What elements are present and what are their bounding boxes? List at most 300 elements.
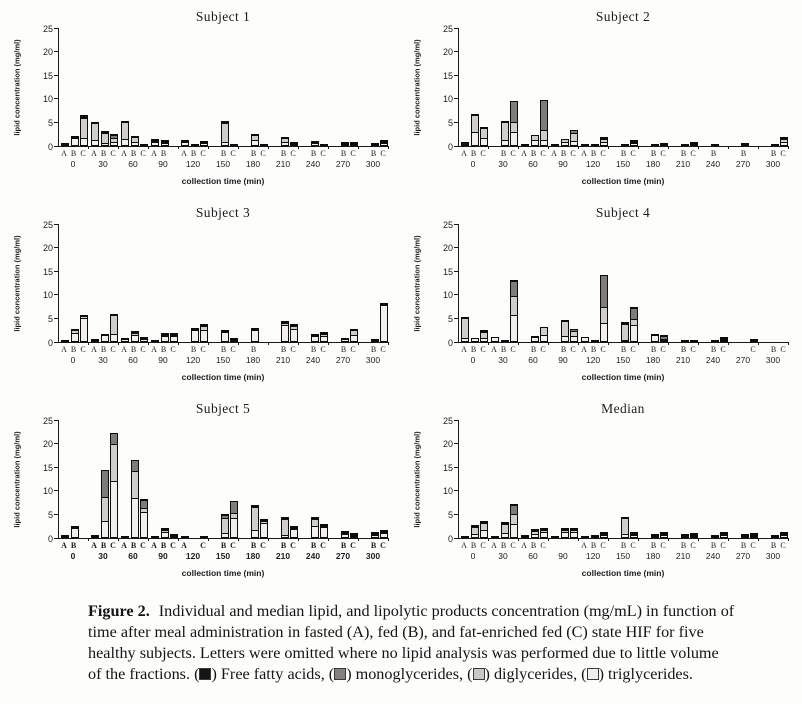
condition-letter: B — [130, 149, 137, 158]
y-axis-label-text: lipid concentration (mg/ml) — [412, 38, 422, 136]
stacked-bar — [461, 142, 469, 146]
time-label: 120 — [185, 159, 201, 169]
y-tick-label: 20 — [42, 47, 53, 58]
y-tick — [454, 294, 458, 295]
y-tick — [54, 224, 58, 225]
x-tick — [238, 342, 239, 345]
stacked-bar — [371, 532, 379, 538]
stacked-bar — [91, 339, 99, 342]
x-tick — [788, 342, 789, 345]
y-tick — [54, 467, 58, 468]
bar-segment-triglycerides — [521, 536, 529, 538]
subplot-median — [406, 396, 798, 590]
time-label: 120 — [185, 355, 201, 365]
bar-segment-triglycerides — [720, 535, 728, 538]
time-label: 0 — [470, 355, 476, 365]
stacked-bar — [501, 121, 509, 146]
bar-segment-triglycerides — [121, 339, 129, 342]
condition-letter: B — [250, 345, 257, 354]
x-tick — [698, 146, 699, 149]
stacked-bar — [581, 337, 589, 342]
x-tick — [178, 146, 179, 149]
stacked-bar — [501, 522, 509, 538]
bar-segment-triglycerides — [140, 339, 148, 342]
condition-letter: A — [151, 541, 157, 550]
x-tick — [298, 146, 299, 149]
time-label: 210 — [675, 355, 691, 365]
condition-letter: B — [710, 541, 717, 550]
y-tick-label: 20 — [42, 439, 53, 450]
condition-letter: A — [181, 149, 187, 158]
bar-segment-triglycerides — [371, 144, 379, 146]
bar-segment-triglycerides — [651, 536, 659, 538]
stacked-bar — [491, 536, 499, 538]
x-tick — [548, 146, 549, 149]
condition-letter: C — [660, 541, 666, 550]
x-tick — [578, 538, 579, 541]
condition-letter: A — [61, 149, 67, 158]
condition-letter: C — [750, 541, 756, 550]
bar-segment-triglycerides — [290, 144, 298, 146]
chart-title: Subject 2 — [595, 9, 651, 24]
stacked-bar — [510, 504, 518, 538]
x-tick — [358, 342, 359, 345]
bar-segment-diglycerides — [600, 307, 608, 324]
bar-segment-triglycerides — [230, 518, 238, 538]
bar-segment-triglycerides — [630, 325, 638, 342]
stacked-bar — [170, 534, 178, 538]
bar-segment-triglycerides — [110, 334, 118, 342]
y-tick-label: 5 — [47, 509, 53, 520]
y-axis-label — [410, 224, 424, 342]
time-label: 120 — [585, 159, 601, 169]
x-tick — [118, 538, 119, 541]
condition-letter: B — [710, 149, 717, 158]
bar-segment-triglycerides — [600, 323, 608, 342]
bar-segment-triglycerides — [140, 512, 148, 538]
stacked-bar — [281, 321, 289, 342]
bar-segment-triglycerides — [531, 534, 539, 538]
stacked-bar — [320, 524, 328, 538]
bar-segment-diglycerides — [471, 115, 479, 133]
bar-segment-triglycerides — [91, 340, 99, 342]
stacked-bar — [230, 144, 238, 146]
stacked-bar — [720, 337, 728, 342]
stacked-bar — [110, 314, 118, 342]
x-tick — [488, 538, 489, 541]
time-label: 90 — [158, 355, 168, 365]
x-axis-label: collection time (min) — [581, 372, 665, 382]
stacked-bar — [750, 533, 758, 538]
condition-letter: C — [80, 345, 86, 354]
condition-letter: B — [650, 541, 657, 550]
condition-letter: A — [151, 345, 157, 354]
plot-area — [458, 224, 789, 343]
stacked-bar — [581, 144, 589, 146]
condition-letter: C — [480, 541, 486, 550]
y-axis-label — [410, 28, 424, 146]
bar-segment-triglycerides — [230, 340, 238, 342]
bar-segment-free_fatty_acids — [260, 144, 268, 146]
bar-segment-triglycerides — [91, 140, 99, 146]
condition-letter: C — [690, 345, 696, 354]
time-label: 300 — [365, 355, 381, 365]
condition-letter: C — [660, 345, 666, 354]
stacked-bar — [110, 134, 118, 146]
stacked-bar — [341, 338, 349, 342]
x-axis-label: collection time (min) — [581, 568, 665, 578]
y-tick-label: 25 — [42, 415, 53, 426]
bar-segment-diglycerides — [80, 118, 88, 139]
bar-segment-triglycerides — [531, 140, 539, 146]
stacked-bar — [471, 525, 479, 538]
chart-title: Median — [601, 401, 645, 416]
stacked-bar — [681, 144, 689, 146]
condition-letter: A — [491, 541, 497, 550]
condition-letter: B — [310, 345, 317, 354]
y-tick-label: 10 — [42, 486, 53, 497]
x-tick — [518, 146, 519, 149]
time-label: 90 — [158, 551, 168, 561]
stacked-bar — [711, 144, 719, 146]
bar-segment-triglycerides — [491, 337, 499, 342]
x-tick — [728, 146, 729, 149]
stacked-bar — [600, 137, 608, 146]
time-label: 120 — [585, 355, 601, 365]
y-tick-label: 15 — [42, 70, 53, 81]
x-tick — [728, 538, 729, 541]
y-tick — [454, 420, 458, 421]
bar-segment-diglycerides — [91, 123, 99, 141]
x-tick — [638, 146, 639, 149]
bar-segment-triglycerides — [510, 524, 518, 538]
bar-segment-free_fatty_acids — [151, 536, 159, 538]
x-axis-label: collection time (min) — [181, 568, 265, 578]
x-tick — [148, 538, 149, 541]
condition-letter: C — [630, 541, 636, 550]
time-label: 300 — [765, 159, 781, 169]
y-tick-label: 10 — [42, 290, 53, 301]
stacked-bar — [711, 535, 719, 538]
plot-area — [58, 224, 389, 343]
condition-letter: B — [590, 345, 597, 354]
x-tick — [148, 146, 149, 149]
bar-segment-free_fatty_acids — [551, 536, 559, 538]
stacked-bar — [771, 535, 779, 538]
y-axis-label-text: lipid concentration (mg/ml) — [12, 234, 22, 332]
condition-letter: C — [570, 149, 576, 158]
x-tick — [328, 538, 329, 541]
stacked-bar — [200, 141, 208, 146]
bar-segment-diglycerides — [561, 321, 569, 337]
condition-letter: B — [100, 149, 107, 158]
bar-segment-free_fatty_acids — [461, 142, 469, 146]
condition-letter: C — [540, 149, 546, 158]
condition-letter: C — [200, 541, 206, 550]
bar-segment-triglycerides — [91, 536, 99, 538]
stacked-bar — [290, 324, 298, 342]
y-tick — [54, 443, 58, 444]
condition-letter: C — [380, 149, 386, 158]
condition-letter: C — [630, 345, 636, 354]
stacked-bar — [521, 535, 529, 538]
x-tick — [268, 146, 269, 149]
time-label: 90 — [558, 355, 568, 365]
time-label: 120 — [185, 551, 201, 561]
bar-segment-free_fatty_acids — [771, 144, 779, 146]
y-tick — [454, 75, 458, 76]
y-tick-label: 0 — [47, 141, 53, 152]
condition-letter: C — [750, 345, 756, 354]
bar-segment-diglycerides — [251, 507, 259, 531]
bar-segment-triglycerides — [380, 305, 388, 342]
condition-letter: B — [770, 345, 777, 354]
stacked-bar — [480, 521, 488, 538]
bar-segment-triglycerides — [621, 534, 629, 538]
bar-segment-triglycerides — [380, 143, 388, 146]
time-label: 0 — [70, 159, 76, 169]
y-tick — [54, 28, 58, 29]
stacked-bar — [531, 336, 539, 342]
y-tick — [454, 98, 458, 99]
condition-letter: B — [340, 345, 347, 354]
condition-letter: C — [140, 541, 146, 550]
condition-letter: B — [500, 541, 507, 550]
condition-letter: B — [220, 149, 227, 158]
condition-letter: C — [230, 149, 236, 158]
bar-segment-triglycerides — [471, 338, 479, 342]
condition-letter: A — [551, 149, 557, 158]
x-tick — [518, 342, 519, 345]
time-label: 120 — [585, 551, 601, 561]
time-label: 60 — [128, 355, 138, 365]
stacked-bar — [281, 137, 289, 146]
y-tick-label: 10 — [442, 290, 453, 301]
condition-letter: B — [500, 345, 507, 354]
bar-segment-triglycerides — [600, 142, 608, 146]
stacked-bar — [61, 535, 69, 538]
x-axis-label: collection time (min) — [181, 372, 265, 382]
time-label: 30 — [98, 355, 108, 365]
bar-segment-triglycerides — [561, 336, 569, 342]
bar-segment-triglycerides — [501, 140, 509, 146]
time-label: 300 — [765, 355, 781, 365]
time-label: 210 — [275, 355, 291, 365]
y-tick — [54, 51, 58, 52]
condition-letter: C — [140, 149, 146, 158]
bar-segment-diglycerides — [110, 444, 118, 482]
condition-letter: B — [740, 541, 747, 550]
stacked-bar — [230, 501, 238, 538]
stacked-bar — [480, 127, 488, 146]
bar-segment-triglycerides — [320, 336, 328, 342]
stacked-bar — [681, 534, 689, 538]
condition-letter: C — [320, 149, 326, 158]
bar-segment-free_fatty_acids — [681, 144, 689, 146]
y-tick-label: 10 — [42, 94, 53, 105]
bar-segment-diglycerides — [121, 122, 129, 140]
y-tick-label: 20 — [442, 243, 453, 254]
y-tick-label: 0 — [447, 141, 453, 152]
x-tick — [208, 342, 209, 345]
stacked-bar — [711, 340, 719, 342]
condition-letter: B — [560, 345, 567, 354]
stacked-bar — [540, 528, 548, 538]
stacked-bar — [200, 536, 208, 538]
condition-letter: C — [110, 541, 116, 550]
x-tick — [728, 342, 729, 345]
bar-segment-triglycerides — [161, 336, 169, 342]
y-tick-label: 5 — [47, 313, 53, 324]
bar-segment-free_fatty_acids — [711, 340, 719, 342]
stacked-bar — [311, 517, 319, 538]
stacked-bar — [621, 517, 629, 538]
bar-segment-free_fatty_acids — [651, 144, 659, 146]
x-tick — [358, 538, 359, 541]
y-tick-label: 5 — [47, 117, 53, 128]
condition-letter: B — [370, 345, 377, 354]
subplot-subject-2 — [406, 4, 798, 198]
x-tick — [608, 538, 609, 541]
condition-letter: C — [260, 541, 266, 550]
x-tick — [578, 342, 579, 345]
x-tick — [388, 146, 389, 149]
stacked-bar — [780, 532, 788, 538]
stacked-bar — [101, 131, 109, 146]
y-axis-label — [410, 420, 424, 538]
time-label: 150 — [215, 551, 231, 561]
bar-segment-triglycerides — [221, 142, 229, 146]
y-axis-label — [10, 28, 24, 146]
stacked-bar — [561, 320, 569, 342]
time-label: 180 — [245, 355, 261, 365]
stacked-bar — [591, 340, 599, 342]
y-tick-label: 15 — [442, 462, 453, 473]
stacked-bar — [221, 121, 229, 146]
condition-letter: C — [510, 541, 516, 550]
condition-letter: A — [61, 541, 67, 550]
bar-segment-triglycerides — [61, 536, 69, 538]
condition-letter: B — [220, 345, 227, 354]
condition-letter: B — [160, 345, 167, 354]
time-label: 270 — [335, 355, 351, 365]
condition-letter: C — [540, 345, 546, 354]
stacked-bar — [80, 115, 88, 146]
y-tick — [54, 514, 58, 515]
stacked-bar — [121, 121, 129, 146]
stacked-bar — [151, 536, 159, 538]
y-tick-label: 20 — [442, 47, 453, 58]
stacked-bar — [311, 334, 319, 342]
stacked-bar — [630, 307, 638, 342]
stacked-bar — [251, 134, 259, 146]
condition-letter: B — [680, 345, 687, 354]
bar-segment-triglycerides — [350, 335, 358, 342]
stacked-bar — [161, 528, 169, 538]
x-tick — [488, 146, 489, 149]
condition-letter: B — [650, 345, 657, 354]
bar-segment-free_fatty_acids — [61, 340, 69, 342]
stacked-bar — [630, 140, 638, 146]
stacked-bar — [101, 334, 109, 342]
time-label: 270 — [335, 159, 351, 169]
y-tick-label: 5 — [447, 313, 453, 324]
bar-segment-triglycerides — [651, 335, 659, 342]
condition-letter: B — [250, 541, 257, 550]
time-label: 300 — [365, 551, 381, 561]
condition-letter: B — [500, 149, 507, 158]
stacked-bar — [630, 532, 638, 538]
x-tick — [268, 342, 269, 345]
bar-segment-free_fatty_acids — [461, 536, 469, 538]
y-tick-label: 15 — [42, 266, 53, 277]
condition-letter: B — [160, 149, 167, 158]
bar-segment-triglycerides — [570, 532, 578, 538]
bar-segment-triglycerides — [200, 143, 208, 146]
bar-segment-free_fatty_acids — [711, 144, 719, 146]
condition-letter: C — [110, 149, 116, 158]
bar-segment-triglycerides — [71, 138, 79, 146]
bar-segment-monoglycerides — [101, 470, 109, 498]
y-tick — [54, 247, 58, 248]
plot-area — [458, 28, 789, 147]
x-tick — [518, 538, 519, 541]
bar-segment-diglycerides — [501, 122, 509, 141]
stacked-bar — [690, 142, 698, 146]
x-tick — [548, 538, 549, 541]
time-label: 0 — [470, 159, 476, 169]
condition-letter: B — [530, 345, 537, 354]
x-tick — [208, 146, 209, 149]
stacked-bar — [350, 142, 358, 146]
condition-letter: C — [600, 345, 606, 354]
bar-segment-triglycerides — [161, 143, 169, 146]
bar-segment-triglycerides — [221, 332, 229, 342]
stacked-bar — [600, 532, 608, 538]
stacked-bar — [341, 531, 349, 538]
x-tick — [488, 342, 489, 345]
condition-letter: A — [581, 541, 587, 550]
x-tick — [638, 342, 639, 345]
stacked-bar — [551, 536, 559, 538]
bar-segment-free_fatty_acids — [121, 536, 129, 538]
bar-segment-triglycerides — [281, 142, 289, 146]
subplot-subject-3 — [6, 200, 398, 394]
stacked-bar — [570, 528, 578, 538]
condition-letter: C — [290, 345, 296, 354]
stacked-bar — [471, 114, 479, 146]
condition-letter: B — [680, 541, 687, 550]
time-label: 270 — [735, 551, 751, 561]
y-tick-label: 10 — [442, 486, 453, 497]
bar-segment-triglycerides — [780, 142, 788, 146]
bar-segment-diglycerides — [621, 518, 629, 535]
x-tick — [698, 342, 699, 345]
x-tick — [88, 538, 89, 541]
bar-segment-triglycerides — [771, 536, 779, 538]
bar-segment-triglycerides — [71, 528, 79, 538]
stacked-bar — [91, 535, 99, 538]
condition-letter: A — [491, 345, 497, 354]
stacked-bar — [561, 139, 569, 146]
stacked-bar — [251, 505, 259, 538]
chart-title: Subject 1 — [195, 9, 251, 24]
condition-letter: A — [181, 541, 187, 550]
bar-segment-triglycerides — [720, 340, 728, 342]
condition-letter: A — [61, 345, 67, 354]
stacked-bar — [380, 303, 388, 342]
stacked-bar — [491, 337, 499, 342]
